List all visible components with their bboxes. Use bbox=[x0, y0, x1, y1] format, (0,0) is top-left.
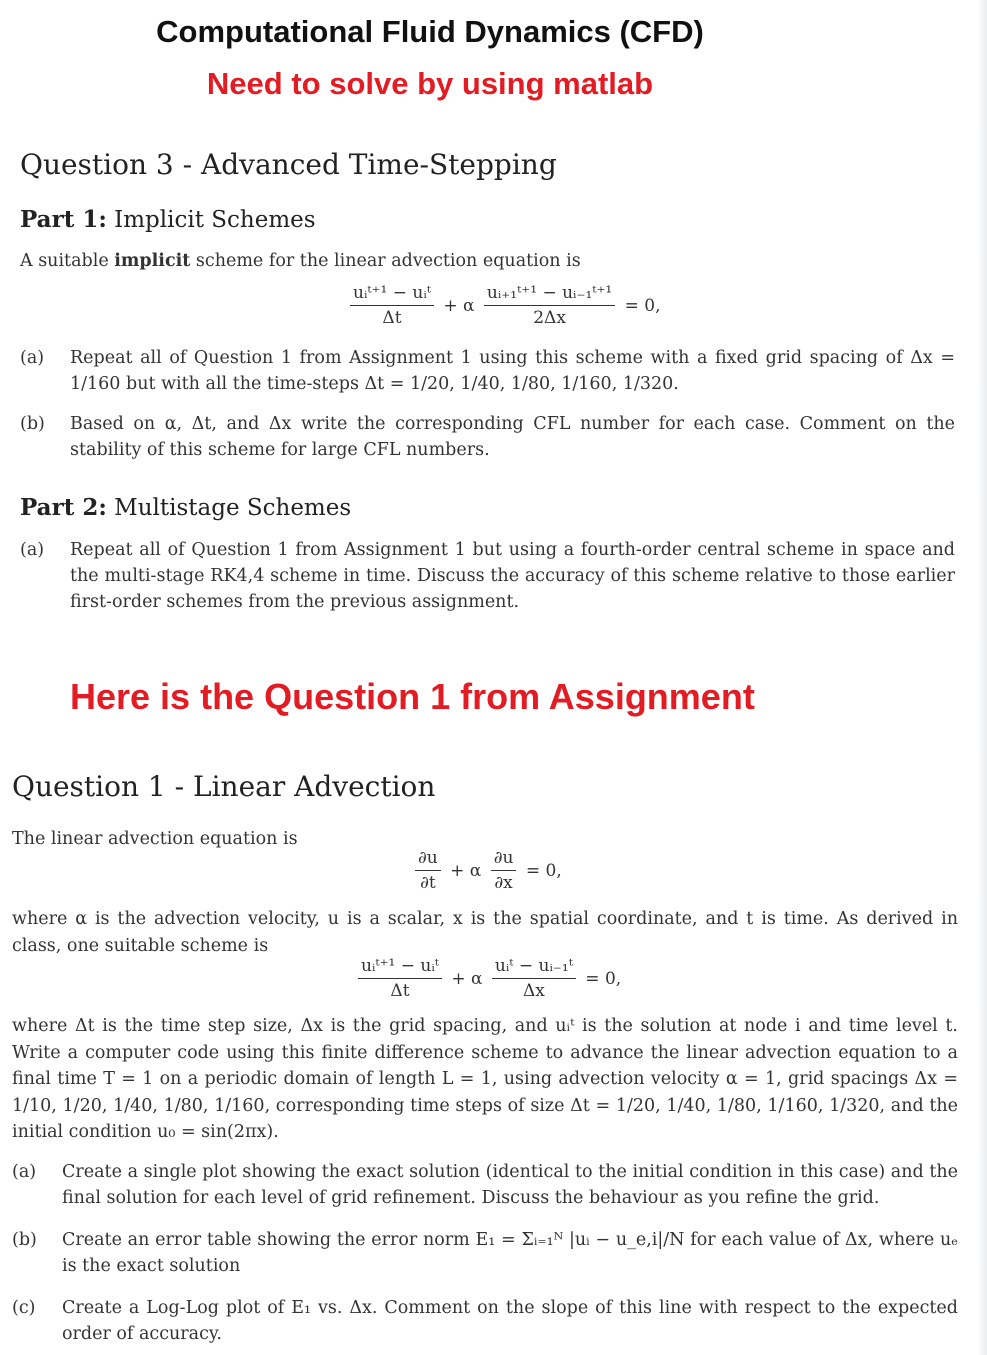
item-label: (c) bbox=[12, 1298, 36, 1318]
q1-para2: where Δt is the time step size, Δx is the grid spacing, and uᵢᵗ is the solution at node i and time level t. Write a computer code using this finite difference scheme to advance the linear advection equation to a final time T = 1 on a periodic domain of length L = 1, using advection velocity α = 1, grid spacings Δx = 1/10, 1/20, 1/40, 1/80, 1/160, corresponding time steps of size Δt = 1/20, 1/40, 1/80, 1/160, 1/320, and the initial condition u₀ = sin(2πx). bbox=[12, 1016, 958, 1142]
exp-term1-den: Δt bbox=[390, 981, 410, 1001]
intro-bold: implicit bbox=[114, 251, 191, 271]
exp-rhs: = 0, bbox=[585, 968, 622, 989]
eq-term2 bbox=[484, 283, 615, 328]
q3-part1-intro bbox=[20, 248, 581, 274]
q1-intro: The linear advection equation is bbox=[12, 829, 298, 849]
pde-term1-num: ∂u bbox=[415, 848, 441, 871]
item-text: Based on α, Δt, and Δx write the corresponding CFL number for each case. Comment on the stability of this scheme for large CFL numbers. bbox=[70, 414, 955, 460]
q1-para1: where α is the advection velocity, u is a scalar, x is the spatial coordinate, and t is time. As derived in class, one suitable scheme is bbox=[12, 909, 958, 956]
page-edge-shadow bbox=[977, 0, 987, 1355]
page-subtitle: Need to solve by using matlab bbox=[206, 66, 654, 101]
eq-term2-den: 2Δx bbox=[533, 308, 566, 328]
item-label: (a) bbox=[20, 540, 45, 560]
pde-rhs: = 0, bbox=[525, 860, 562, 881]
item-text: Repeat all of Question 1 from Assignment 1 but using a fourth-order central scheme in space and the multi-stage RK4,4 scheme in time. Discuss the accuracy of this scheme relative to those earlier first-order schemes from the previous assignment. bbox=[70, 540, 955, 612]
pde-term1 bbox=[415, 848, 441, 893]
q1-item-b bbox=[12, 1227, 958, 1279]
pde-term2-den: ∂x bbox=[494, 873, 513, 893]
eq-term1-num: uᵢᵗ⁺¹ − uᵢᵗ bbox=[350, 283, 434, 306]
item-label: (b) bbox=[12, 1230, 37, 1250]
exp-term2 bbox=[492, 956, 576, 1001]
item-text: Create an error table showing the error norm E₁ = Σᵢ₌₁ᴺ |uᵢ − u_e,i|/N for each value of Δx, where uₑ is the exact solution bbox=[62, 1230, 958, 1276]
section-heading: Here is the Question 1 from Assignment bbox=[70, 676, 755, 717]
page-title: Computational Fluid Dynamics (CFD) bbox=[156, 14, 704, 49]
item-label: (a) bbox=[12, 1162, 37, 1182]
eq-term2-num: uᵢ₊₁ᵗ⁺¹ − uᵢ₋₁ᵗ⁺¹ bbox=[484, 283, 615, 306]
q3-part1-item-b bbox=[20, 411, 955, 463]
exp-term1 bbox=[358, 956, 442, 1001]
q3-part2-heading bbox=[20, 494, 351, 521]
q3-part2-label: Part 2: bbox=[20, 494, 107, 521]
item-label: (b) bbox=[20, 414, 45, 434]
eq-term1 bbox=[350, 283, 434, 328]
eq-term1-den: Δt bbox=[382, 308, 402, 328]
implicit-scheme-equation bbox=[350, 283, 665, 328]
item-label: (a) bbox=[20, 348, 45, 368]
exp-plus-alpha: + α bbox=[451, 968, 483, 989]
explicit-scheme-equation bbox=[358, 956, 625, 1001]
q3-part1-name: Implicit Schemes bbox=[114, 207, 316, 233]
q3-part1-item-a bbox=[20, 345, 955, 397]
item-text: Create a single plot showing the exact solution (identical to the initial condition in this case) and the final solution for each level of grid refinement. Discuss the behaviour as you refine the grid. bbox=[62, 1162, 958, 1208]
intro-text-a: A suitable bbox=[20, 251, 109, 271]
eq-rhs: = 0, bbox=[624, 295, 661, 316]
q1-title: Question 1 - Linear Advection bbox=[12, 770, 436, 803]
pde-plus-alpha: + α bbox=[450, 860, 482, 881]
q3-part2-name: Multistage Schemes bbox=[114, 495, 352, 521]
eq-plus-alpha: + α bbox=[443, 295, 475, 316]
advection-pde-equation bbox=[415, 848, 566, 893]
item-text: Create a Log-Log plot of E₁ vs. Δx. Comment on the slope of this line with respect to the expected order of accuracy. bbox=[62, 1298, 958, 1344]
q1-item-c bbox=[12, 1295, 958, 1347]
intro-text-b: scheme for the linear advection equation is bbox=[195, 251, 581, 271]
exp-term1-num: uᵢᵗ⁺¹ − uᵢᵗ bbox=[358, 956, 442, 979]
q3-part1-heading bbox=[20, 206, 316, 233]
q3-part2-item-a bbox=[20, 537, 955, 615]
q1-item-a bbox=[12, 1159, 958, 1211]
q3-title: Question 3 - Advanced Time-Stepping bbox=[20, 148, 557, 181]
q3-part1-label: Part 1: bbox=[20, 206, 107, 233]
pde-term2-num: ∂u bbox=[491, 848, 517, 871]
pde-term2 bbox=[491, 848, 517, 893]
exp-term2-num: uᵢᵗ − uᵢ₋₁ᵗ bbox=[492, 956, 576, 979]
exp-term2-den: Δx bbox=[522, 981, 545, 1001]
item-text: Repeat all of Question 1 from Assignment 1 using this scheme with a fixed grid spacing of Δx = 1/160 but with all the time-steps Δt = 1/20, 1/40, 1/80, 1/160, 1/320. bbox=[70, 348, 955, 394]
pde-term1-den: ∂t bbox=[420, 873, 436, 893]
